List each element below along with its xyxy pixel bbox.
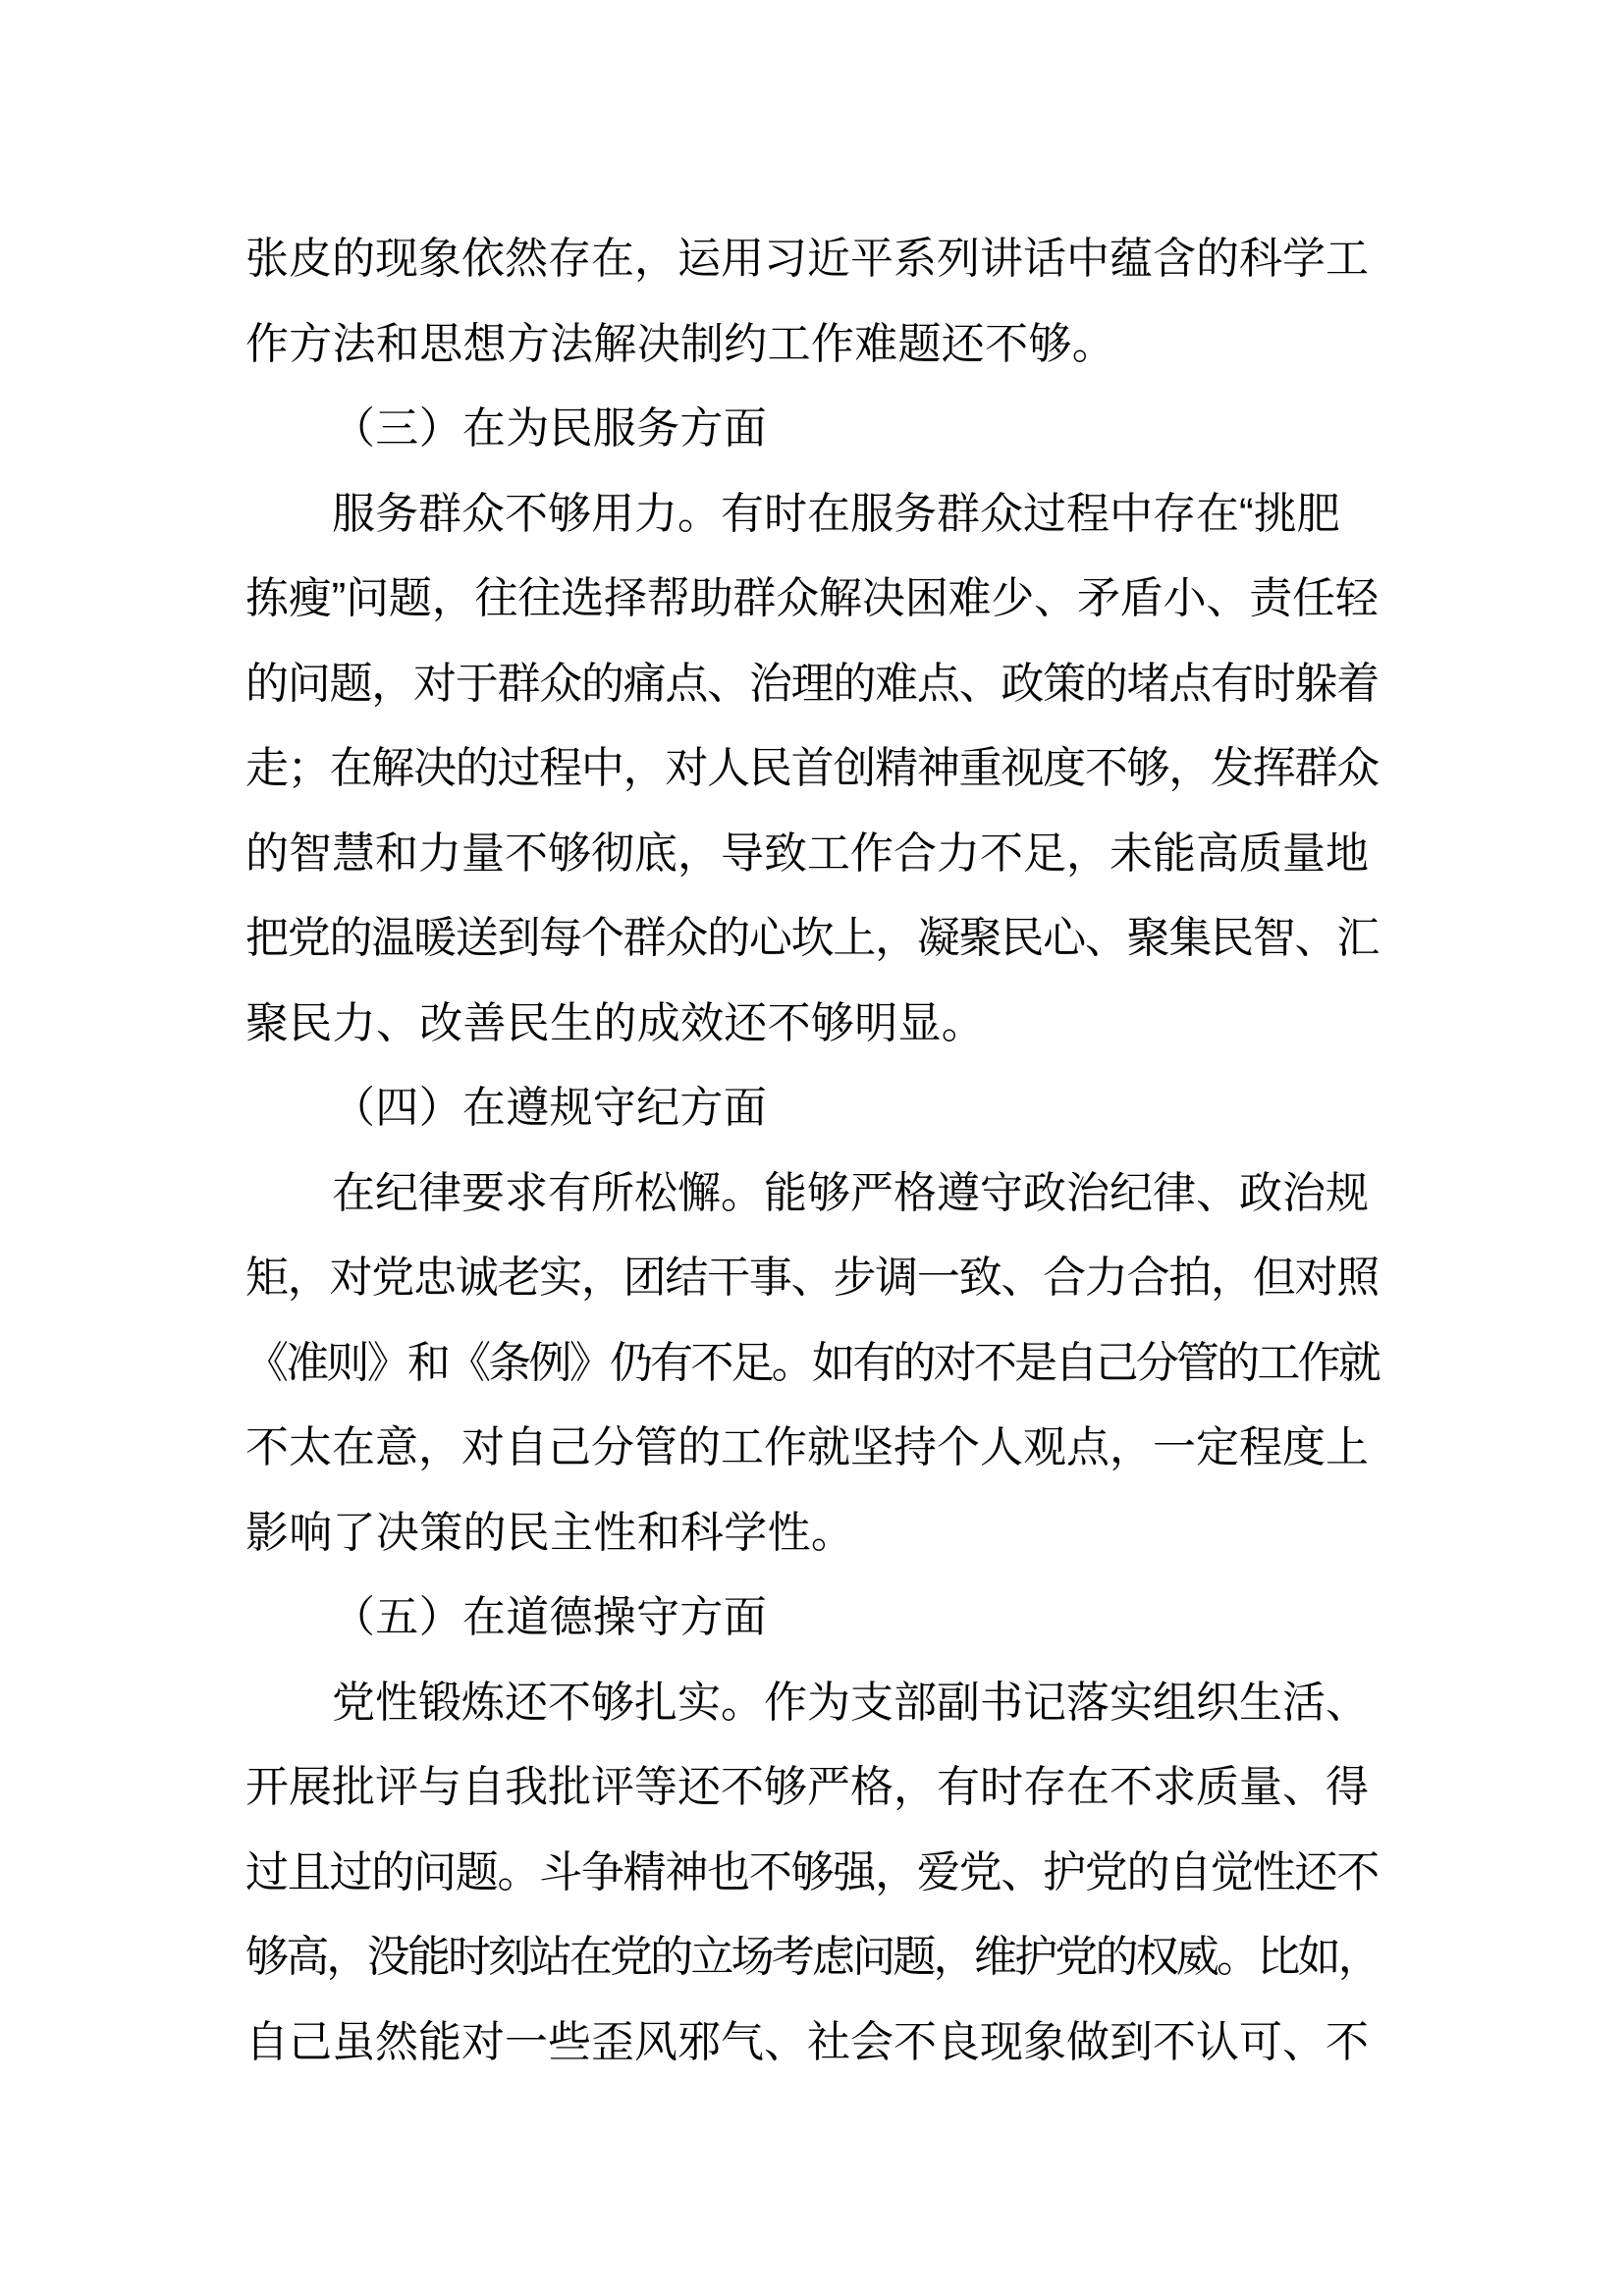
text-line: 不太在意，对自己分管的工作就坚持个人观点，一定程度上	[245, 1423, 1369, 1471]
text-line: 在纪律要求有所松懈。能够严格遵守政治纪律、政治规	[332, 1168, 1369, 1217]
text-line: 影响了决策的民主性和科学性。	[245, 1508, 855, 1557]
text-line: 把党的温暖送到每个群众的心坎上，凝聚民心、聚集民智、汇	[245, 914, 1379, 962]
text-line: 的问题，对于群众的痛点、治理的难点、政策的堵点有时躲着	[245, 659, 1379, 708]
text-line: 聚民力、改善民生的成效还不够明显。	[245, 998, 986, 1047]
text-line: 够高，没能时刻站在党的立场考虑问题，维护党的权威。比如，	[245, 1933, 1379, 1981]
section-heading: （三）在为民服务方面	[332, 404, 767, 453]
text-block	[245, 217, 1379, 2085]
text-line: 张皮的现象依然存在，运用习近平系列讲话中蕴含的科学工	[245, 235, 1369, 283]
text-line: 自己虽然能对一些歪风邪气、社会不良现象做到不认可、不	[245, 2017, 1369, 2066]
text-line: 开展批评与自我批评等还不够严格，有时存在不求质量、得	[245, 1763, 1369, 1811]
section-heading: （五）在道德操守方面	[332, 1593, 767, 1641]
text-line: 矩，对党忠诚老实，团结干事、步调一致、合力合拍，但对照	[245, 1254, 1379, 1302]
text-line: 拣瘦”问题，往往选择帮助群众解决困难少、矛盾小、责任轻	[245, 574, 1379, 622]
text-line: 《准则》和《条例》仍有不足。如有的对不是自己分管的工作就	[245, 1338, 1379, 1387]
text-line: 作方法和思想方法解决制约工作难题还不够。	[245, 319, 1115, 368]
text-line: 的智慧和力量不够彻底，导致工作合力不足，未能高质量地	[245, 828, 1369, 878]
text-line: 党性锻炼还不够扎实。作为支部副书记落实组织生活、	[332, 1678, 1369, 1727]
text-line: 服务群众不够用力。有时在服务群众过程中存在“挑肥	[332, 489, 1340, 538]
section-heading: （四）在遵规守纪方面	[332, 1084, 767, 1132]
text-line: 走；在解决的过程中，对人民首创精神重视度不够，发挥群众	[245, 744, 1379, 792]
text-line: 过且过的问题。斗争精神也不够强，爱党、护党的自觉性还不	[245, 1847, 1379, 1896]
